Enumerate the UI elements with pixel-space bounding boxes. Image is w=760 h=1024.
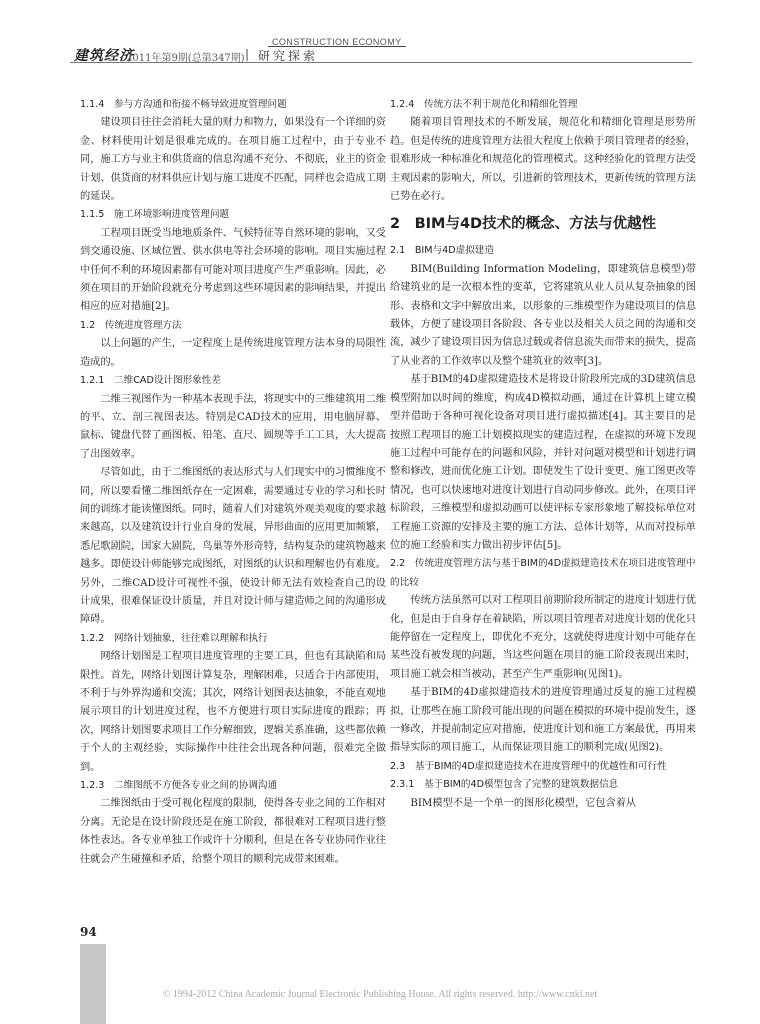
- copyright-footer: © 1994-2012 China Academic Journal Electronic Publishing House. All rights reserved. http://www.cnki.net: [162, 989, 598, 1000]
- left-column: [80, 96, 386, 869]
- subsection-heading: 2.2 传统进度管理方法与基于BIM的4D虚拟建造技术在项目进度管理中的比较: [390, 558, 696, 588]
- journal-english-title: CONSTRUCTION ECONOMY: [272, 37, 402, 47]
- body-paragraph: 尽管如此，由于二维图纸的表达形式与人们现实中的习惯维度不同，所以要看懂二维图纸存在一定困难，需要通过专业的学习和长时间的训练才能读懂图纸。同时，随着人们对建筑外观美观度的要求越来越高，以及建筑设计行业自身的发展，异形曲面的应用更加频繁，悉尼歌剧院，国家大剧院，鸟巢等外形奇特，结构复杂的建筑物越来越多。即使设计师能够完成图纸，对图纸的认识和理解也仍有难度。另外，二维CAD设计可视性不强，使设计师无法有效检查自己的设计成果，很难保证设计质量，并且对设计师与建造师之间的沟通形成障碍。: [80, 467, 386, 626]
- subsection-heading: 2.3 基于BIM的4D虚拟建造技术在进度管理中的优越性和可行性: [390, 760, 667, 772]
- page-header: [0, 0, 760, 70]
- body-paragraph: 工程项目既受当地地质条件、气候特征等自然环境的影响，又受到交通设施、区域位置、供水供电等社会环境的影响。项目实施过程中任何不利的环境因素都有可能对项目进度产生严重影响。因此，必须在项目的开始阶段就充分考虑到这些环境因素的影响结果，并提出相应的应对措施[2]。: [80, 227, 386, 313]
- right-column: [390, 96, 696, 813]
- subsection-heading: 1.2.4 传统方法不利于规范化和精细化管理: [390, 99, 578, 110]
- journal-logo: 建筑经济: [74, 48, 134, 64]
- body-paragraph: 二维图纸由于受可视化程度的限制，使得各专业之间的工作相对分离。无论是在设计阶段还是在施工阶段，都很难对工程项目进行整体性表达。各专业单独工作或许十分顺利，但是在各专业协同作业往往就会产生碰撞和矛盾，给整个项目的顺利完成带来困难。: [80, 798, 386, 865]
- page-edge-bar: [80, 944, 106, 1024]
- body-paragraph: 基于BIM的4D虚拟建造技术的进度管理通过反复的施工过程模拟，让那些在施工阶段可能出现的问题在模拟的环境中提前发生，逐一修改，并提前制定应对措施，使进度计划和施工方案最优，再用来指导实际的项目施工，从而保证项目施工的顺利完成(见图2)。: [390, 687, 696, 754]
- page-number: 94: [80, 925, 97, 939]
- body-paragraph: 以上问题的产生，一定程度上是传统进度管理方法本身的局限性造成的。: [80, 338, 386, 368]
- body-paragraph: BIM模型不是一个单一的图形化模型，它包含着从: [410, 797, 637, 809]
- subsection-heading: 1.1.5 施工环境影响进度管理问题: [80, 209, 230, 221]
- body-paragraph: 传统方法虽然可以对工程项目前期阶段所制定的进度计划进行优化，但是由于自身存在着缺陷，所以项目管理者对进度计划的优化只能停留在一定程度上，即优化不充分，这就使得进度计划中可能存在某些没有被发现的问题，当这些问题在项目的施工阶段表现出来时，项目施工就会相当被动，甚至产生严重影响(见图1)。: [390, 595, 696, 680]
- subsection-heading: 1.2.2 网络计划抽象，往往难以理解和执行: [80, 632, 268, 644]
- subsection-heading: 2.3.1 基于BIM的4D模型包含了完整的建筑数据信息: [390, 779, 619, 791]
- body-paragraph: 二维三视图作为一种基本表现手法，将现实中的三维建筑用二维的平、立、剖三视图表达。特别是CAD技术的应用，用电脑屏幕、鼠标、键盘代替了画图板、铅笔、直尺、圆规等手工工具，大大提高了出图效率。: [80, 393, 386, 460]
- subsection-heading: 1.2.1 二维CAD设计图形象性差: [80, 375, 221, 387]
- section-heading: 2 BIM与4D技术的概念、方法与优越性: [390, 216, 657, 233]
- body-paragraph: BIM(Building Information Modeling，即建筑信息模型)带给建筑业的是一次根本性的变革，它将建筑从业人员从复杂抽象的图形、表格和文字中解放出来，以形象的三维模型作为建设项目的信息载体，方便了建设项目各阶段、各专业以及相关人员之间的沟通和交流，减少了建设项目因为信息过载或者信息流失而带来的损失，提高了从业者的工作效率以及整个建筑业的效率[3]。: [390, 263, 696, 367]
- subsection-heading: 2.1 BIM与4D虚拟建造: [390, 245, 494, 257]
- section-label: 研究探索: [258, 49, 319, 63]
- header-rule: [70, 62, 692, 63]
- subsection-heading: 1.2.3 二维图纸不方便各专业之间的协调沟通: [80, 780, 278, 792]
- body-paragraph: 建设项目往往会消耗大量的财力和物力，如果没有一个详细的资金、材料使用计划是很难完成的。在项目施工过程中，由于专业不同，施工方与业主和供货商的信息沟通不充分、不彻底，业主的资金计划、供货商的材料供应计划与施工进度不匹配，同样也会造成工期的延误。: [80, 117, 386, 203]
- body-paragraph: 网络计划图是工程项目进度管理的主要工具，但也有其缺陷和局限性。首先，网络计划图计算复杂，理解困难，只适合于内部使用，不利于与外界沟通和交流；其次，网络计划图表达抽象，不能直观地展示项目的计划进度过程，也不方便进行项目实际进度的跟踪；再次，网络计划图要求项目工作分解细致，逻辑关系准确，这些都依赖于个人的主观经验，实际操作中往往会出现各种问题，很难完全做到。: [80, 651, 386, 773]
- body-paragraph: 随着项目管理技术的不断发展，规范化和精细化管理是形势所趋。但是传统的进度管理方法很大程度上依赖于项目管理者的经验，很难形成一种标准化和规范化的管理模式。这种经验化的管理方法受主观因素的影响大，所以，引进新的管理技术，更新传统的管理方法已势在必行。: [390, 117, 696, 203]
- subsection-heading: 1.2 传统进度管理方法: [80, 319, 182, 331]
- journal-issue: 2011年第9期(总第347期): [126, 53, 245, 64]
- header-separator: |: [245, 47, 250, 61]
- body-paragraph: 基于BIM的4D虚拟建造技术是将设计阶段所完成的3D建筑信息模型附加以时间的维度，构成4D模拟动画，通过在计算机上建立模型并借助于各种可视化设备对项目进行虚拟描述[4]。其主要目的是按照工程项目的施工计划模拟现实的建造过程，在虚拟的环境下发现施工过程中可能存在的问题和风险，并针对问题对模型和计划进行调整和修改，进而优化施工计划。即使发生了设计变更、施工图更改等情况，也可以快速地对进度计划进行自动同步修改。此外，在项目评标阶段，三维模型和虚拟动画可以使评标专家形象地了解投标单位对工程施工资源的安排及主要的施工方法、总体计划等，从而对投标单位的施工经验和实力做出初步评估[5]。: [390, 374, 696, 551]
- subsection-heading: 1.1.4 参与方沟通和衔接不畅导致进度管理问题: [80, 99, 287, 110]
